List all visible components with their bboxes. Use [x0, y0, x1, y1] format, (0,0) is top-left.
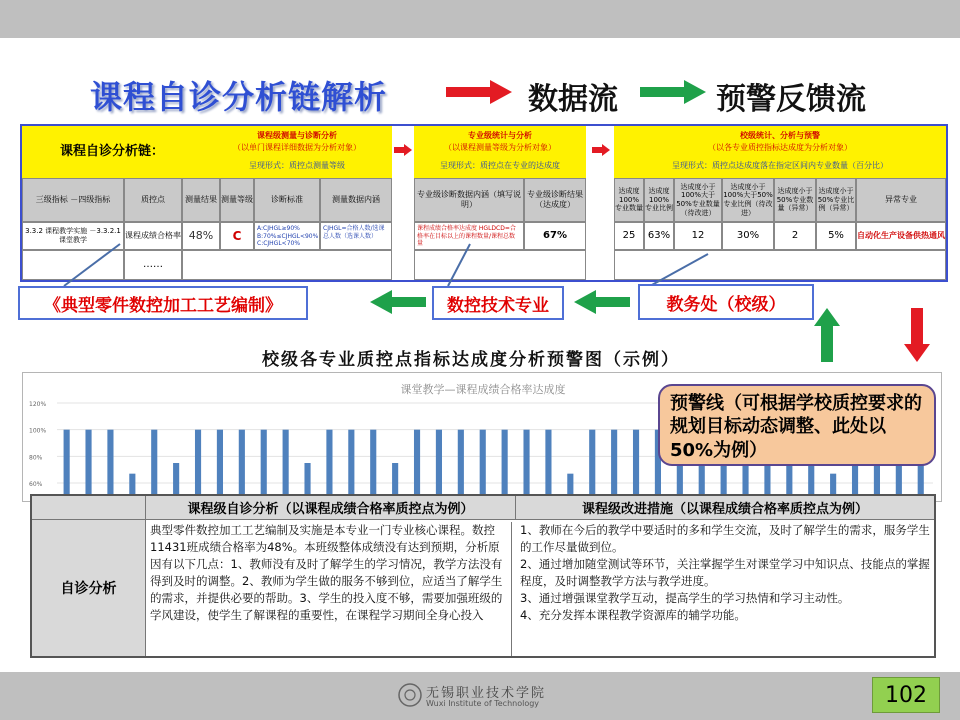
row-result: 48% [182, 222, 220, 250]
header-major-rate: 专业级诊断结果（达成度） [524, 178, 586, 222]
row-major-content: 课程成绩合格率达成度 HGLDCD=合格率在目标以上的课程数量/课程总数量 [414, 222, 524, 250]
back-arrow-icon [370, 290, 426, 314]
logo-en: Wuxi Institute of Technology [426, 699, 540, 708]
warning-line-callout: 预警线（可根据学校质控要求的规划目标动态调整、此处以50%为例） [658, 384, 936, 466]
row-s6: 5% [816, 222, 856, 250]
chart-bar [545, 430, 551, 502]
chart-bar [283, 430, 289, 502]
header-s3: 达成度小于100%大于50%专业数量（待改进） [674, 178, 722, 222]
chart-bar [370, 430, 376, 502]
header-s2: 达成度 100% 专业比例 [644, 178, 674, 222]
header-s4: 达成度小于100%大于50%专业比例（待改进） [722, 178, 774, 222]
row-point: 课程成绩合格率 [124, 222, 182, 250]
row-s5: 2 [774, 222, 816, 250]
y-tick-label: 80% [29, 454, 43, 462]
left-header: 课程级自诊分析（以课程成绩合格率质控点为例） [146, 496, 516, 520]
header-s6: 达成度小于50%专业比例（异常） [816, 178, 856, 222]
chart-bar [151, 430, 157, 502]
chain-label: 课程自诊分析链： [22, 126, 202, 178]
row-ellipsis: …… [124, 250, 182, 280]
y-tick-label: 60% [29, 481, 43, 488]
major-flow-box: 数控技术专业 [432, 286, 564, 320]
y-tick-label: 120% [29, 401, 47, 408]
down-arrow-icon [904, 308, 930, 362]
chart-bar [523, 430, 529, 502]
data-flow-label: 数据流 [528, 82, 618, 117]
measure-item: 4、充分发挥本课程教学资源库的辅学功能。 [520, 608, 746, 623]
chart-bar [589, 430, 595, 502]
chart-bar [480, 430, 486, 502]
measure-item: 3、通过增强课堂教学互动，提高学生的学习热情和学习主动性。 [520, 591, 850, 606]
measure-item: 1、教师在今后的教学中要适时的多和学生交流，及时了解学生的需求，服务学生的工作尽量做到位。 [520, 523, 930, 555]
row-grade: C [220, 222, 254, 250]
page-title: 课程自诊分析链解析 [90, 78, 388, 116]
page-number: 102 [872, 677, 940, 713]
row-s2: 63% [644, 222, 674, 250]
header-grade: 测量等级 [220, 178, 254, 222]
header-point: 质控点 [124, 178, 182, 222]
school-emblem-icon [398, 682, 422, 708]
chart-bar [326, 430, 332, 502]
self-diagnosis-table [30, 494, 936, 658]
course-section-sub: （以单门课程详细数据为分析对象） [233, 143, 361, 152]
header-criteria: 诊断标准 [254, 178, 320, 222]
chart-bar [348, 430, 354, 502]
school-section-presentation: 呈现形式：质控点达成度落在指定区间内专业数量（百分比） [672, 161, 888, 170]
header-s5: 达成度小于50%专业数量（异常） [774, 178, 816, 222]
side-label: 自诊分析 [32, 520, 146, 656]
course-flow-box: 《典型零件数控加工工艺编制》 [18, 286, 308, 320]
back-arrow-icon [574, 290, 630, 314]
row-indicator: 3.3.2 课程教学实施 －3.3.2.1 课堂教学 [22, 222, 124, 250]
major-section-presentation: 呈现形式：质控点在专业的达成度 [440, 161, 560, 170]
y-tick-label: 100% [29, 427, 47, 435]
course-section-presentation: 呈现形式：质控点测量等级 [249, 161, 345, 170]
major-section-sub: （以课程测量等级为分析对象） [444, 143, 556, 152]
up-arrow-icon [814, 308, 840, 362]
left-analysis-text: 典型零件数控加工工艺编制及实施是本专业一门专业核心课程。数控11431班成绩合格率为48%。本班级整体成绩没有达到预期，分析原因有以下几点：1、教师没有及时了解学生的学习情况，教学方法没有得到及时的调整。2、教师为学生做的服务不够到位，应适当了解学生的需求，并提供必要的帮助。3、学生的投入度不够，需要加强班级的学风建设，使学生了解课程的重要性，在课程学习期间全身心投入 [150, 522, 512, 656]
chart-bar [458, 430, 464, 502]
row-major-rate: 67% [524, 222, 586, 250]
chart-bar [64, 430, 70, 502]
header-s1: 达成度 100% 专业数量 [614, 178, 644, 222]
warning-flow-label: 预警反馈流 [716, 82, 866, 117]
row-s7: 自动化生产设备供热通风 [856, 222, 946, 250]
chart-bar [436, 430, 442, 502]
header-s7: 异常专业 [856, 178, 946, 222]
school-section-sub: （以各专业质控指标达成度为分析对象） [708, 143, 852, 152]
row-s4: 30% [722, 222, 774, 250]
chart-bar [217, 430, 223, 502]
header-level34: 三级指标 －四级指标 [22, 178, 124, 222]
course-section-heading: 课程级测量与诊断分析 [257, 131, 337, 140]
corner-cell [32, 496, 146, 520]
chart-bar [239, 430, 245, 502]
chart-bar [107, 430, 113, 502]
row-data-content: CJHGL=合格人数/选课总人数（选课人数） [320, 222, 392, 250]
header-major-content: 专业级诊断数据内涵（填写说明） [414, 178, 524, 222]
row-s3: 12 [674, 222, 722, 250]
chart-subtitle: 课堂教学—课程成绩合格率达成度 [400, 383, 566, 396]
chart-bar [414, 430, 420, 502]
school-logo [398, 680, 568, 712]
chart-bar [85, 430, 91, 502]
row-s1: 25 [614, 222, 644, 250]
chart-bar [611, 430, 617, 502]
school-section-heading: 校级统计、分析与预警 [740, 131, 820, 140]
row-criteria: A:CJHGL≥90% B:70%≤CJHGL<90% C:CJHGL<70% [254, 222, 320, 250]
chart-title: 校级各专业质控点指标达成度分析预警图（示例） [262, 350, 680, 370]
chart-bar [195, 430, 201, 502]
right-header: 课程级改进措施（以课程成绩合格率质控点为例） [516, 496, 934, 520]
major-section-heading: 专业级统计与分析 [468, 131, 532, 140]
chart-bar [502, 430, 508, 502]
right-measures [520, 522, 930, 624]
chart-bar [633, 430, 639, 502]
measure-item: 2、通过增加随堂测试等环节，关注掌握学生对课堂学习中知识点、技能点的掌握程度，及时调整教学方法与教学进度。 [520, 557, 930, 589]
school-flow-box: 教务处（校级） [638, 284, 814, 320]
chart-bar [261, 430, 267, 502]
header-result: 测量结果 [182, 178, 220, 222]
header-data-content: 测量数据内涵 [320, 178, 392, 222]
logo-cn: 无锡职业技术学院 [426, 686, 547, 701]
